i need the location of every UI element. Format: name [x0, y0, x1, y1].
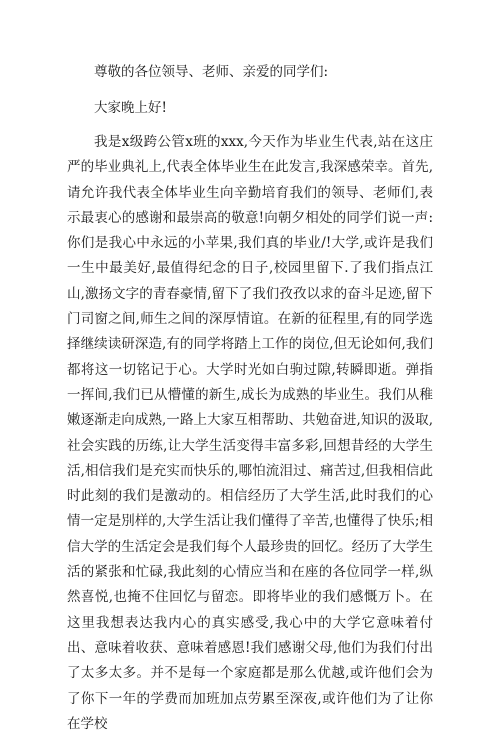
- greeting: 大家晚上好!: [94, 100, 167, 116]
- body-paragraph: 我是x级跨公管x班的xxx,今天作为毕业生代表,站在这庄严的毕业典礼上,代表全体毕业生在此发言,我深感荣幸。首先,请允许我代表全体毕业生向辛勤培育我们的领导、老师们,表示最衷心的感谢和最崇高的敬意!向朝夕相处的同学们说一声:你们是我心中永远的小苹果,我们真的毕业/!大学,或许是我们一生中最美好,最值得纪念的日子,校园里留下.了我们指点江山,激扬文字的青春豪情,留下了我们孜孜以求的奋斗足迹,留下门司窗之间,师生之间的深厚情谊。在新的征程里,有的同学选择继续读研深造,有的同学将踏上工作的岗位,但无论如何,我们都将这一切铭记于心。大学时光如白驹过隙,转瞬即逝。弹指一挥间,我们已从懵懂的新生,成长为成熟的毕业生。我们从稚嫩逐渐走向成熟,一路上大家互相帮助、共勉奋进,知识的汲取,社会实践的历练,让大学生活变得丰富多彩,回想昔经的大学生活,相信我们是充实而快乐的,哪怕流泪过、痛苦过,但我相信此时此刻的我们是激动的。相信经历了大学生活,此时我们的心情一定是別样的,大学生活让我们懂得了辛苦,也懂得了快乐;相信大学的生活定会是我们每个人最珍贵的回忆。经历了大学生活的紧张和忙碌,我此刻的心情应当和在座的各位同学一样,纵然喜悦,也掩不住回忆与留恋。即将毕业的我们感慨万卜。在这里我想表达我内心的真实感受,我心中的大学它意味着付出、意味着收获、意味着感恩!我们感谢父母,他们为我们付出了太多太多。并不是每一个家庭都是那么优越,或许他们会为了你下一年的学费而加班加点劳累至深夜,或许他们为了让你在学校: [67, 134, 433, 732]
- salutation: 尊敬的各位领导、老师、亲爱的同学们:: [94, 64, 329, 80]
